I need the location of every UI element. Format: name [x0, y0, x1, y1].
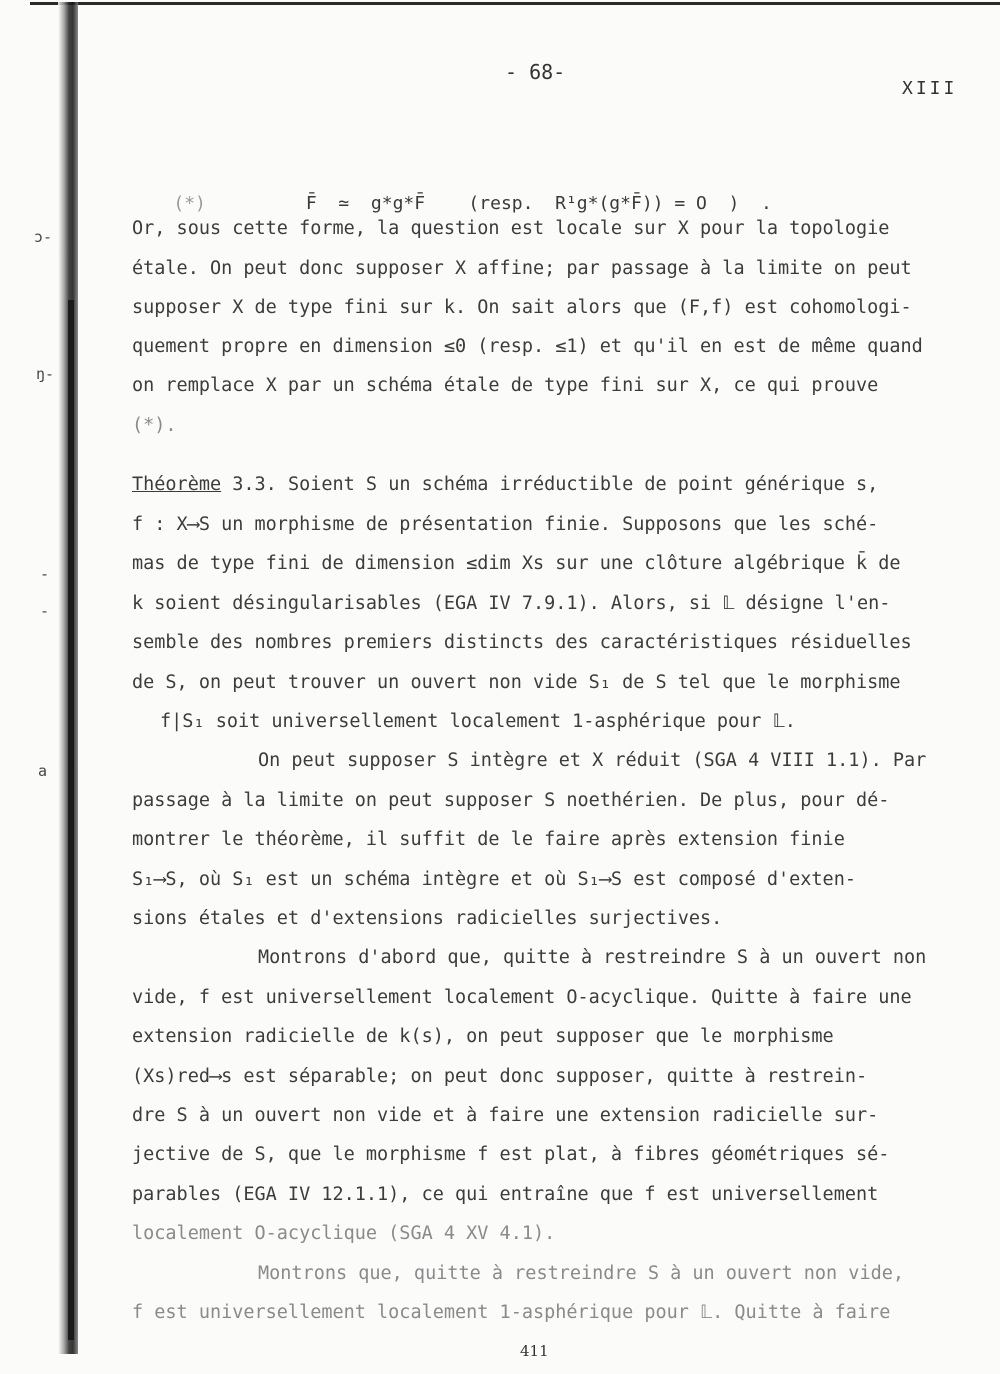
theorem-heading [132, 474, 878, 495]
text-line: on remplace X par un schéma étale de type fini sur X, ce qui prouve [132, 375, 879, 396]
text-line: étale. On peut donc supposer X affine; par passage à la limite on peut [132, 258, 912, 279]
text-line: On peut supposer S intègre et X réduit (SGA 4 VIII 1.1). Par [258, 750, 927, 771]
theorem-title: Théorème [132, 474, 222, 495]
margin-mark: - [40, 565, 50, 583]
text-line: S₁⟶S, où S₁ est un schéma intègre et où S₁⟶S est composé d'exten- [132, 869, 856, 890]
chapter-label: XIII [902, 78, 958, 99]
text-line: f|S₁ soit universellement localement 1-asphérique pour 𝕃. [160, 711, 796, 732]
text-line: montrer le théorème, il suffit de le faire après extension finie [132, 829, 845, 850]
text-line: jective de S, que le morphisme f est plat, à fibres géométriques sé- [132, 1144, 890, 1165]
page-number: - 68- [505, 60, 566, 84]
margin-mark: ɔ- [34, 228, 53, 246]
text-line: k soient désingularisables (EGA IV 7.9.1). Alors, si 𝕃 désigne l'en- [132, 593, 891, 614]
formula-label: (*) [173, 193, 206, 214]
text-line: Or, sous cette forme, la question est locale sur X pour la topologie [132, 218, 890, 239]
text-line: Montrons d'abord que, quitte à restreindre S à un ouvert non [258, 947, 927, 968]
margin-mark: ŋ- [36, 365, 55, 383]
text-line: quement propre en dimension ≤0 (resp. ≤1) et qu'il en est de même quand [132, 336, 923, 357]
text-line: f : X⟶S un morphisme de présentation finie. Supposons que les sché- [132, 514, 879, 535]
text-line: passage à la limite on peut supposer S noethérien. De plus, pour dé- [132, 790, 890, 811]
text-line: Montrons que, quitte à restreindre S à un ouvert non vide, [258, 1263, 905, 1284]
theorem-number: 3.3. [232, 474, 277, 495]
text-line: de S, on peut trouver un ouvert non vide S₁ de S tel que le morphisme [132, 672, 901, 693]
text-line: supposer X de type fini sur k. On sait alors que (F,f) est cohomologi- [132, 297, 912, 318]
binding-line [68, 300, 74, 1340]
text-line: localement O-acyclique (SGA 4 XV 4.1). [132, 1223, 556, 1244]
top-scan-edge [30, 2, 1000, 5]
folio-number: 411 [520, 1342, 549, 1360]
text-line: f est universellement localement 1-asphérique pour 𝕃. Quitte à faire [132, 1302, 891, 1323]
margin-mark: a [38, 762, 48, 780]
margin-mark: - [40, 602, 50, 620]
text-line: (Xs)red⟶s est séparable; on peut donc supposer, quitte à restrein- [132, 1066, 868, 1087]
formula-content: F̄ ≃ g*g*F̄ (resp. R¹g*(g*F̄)) = O ) . [305, 193, 772, 214]
text-line: dre S à un ouvert non vide et à faire une extension radicielle sur- [132, 1105, 879, 1126]
text-line: Soient S un schéma irréductible de point générique s, [287, 474, 879, 495]
text-line: semble des nombres premiers distincts des caractéristiques résiduelles [132, 632, 912, 653]
text-line: extension radicielle de k(s), on peut supposer que le morphisme [132, 1026, 834, 1047]
text-line: vide, f est universellement localement O-acyclique. Quitte à faire une [132, 987, 912, 1008]
text-line: mas de type fini de dimension ≤dim Xs sur une clôture algébrique k̄ de [132, 553, 901, 574]
text-line: (*). [132, 415, 177, 436]
text-line: parables (EGA IV 12.1.1), ce qui entraîne que f est universellement [132, 1184, 879, 1205]
text-line: sions étales et d'extensions radicielles surjectives. [132, 908, 723, 929]
